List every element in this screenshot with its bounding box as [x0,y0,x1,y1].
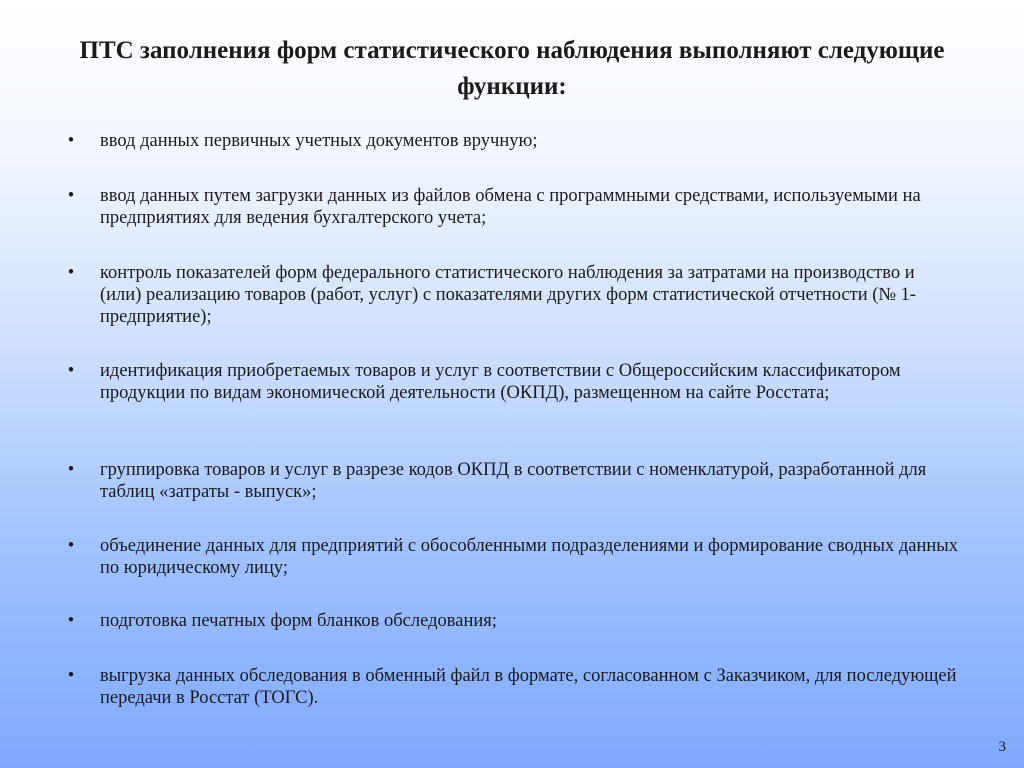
bullet-dot-icon: • [67,666,75,686]
list-item [67,535,960,579]
list-item [67,665,960,709]
list-item-text: объединение данных для предприятий с обособленными подразделениями и формирование сводных данных по юридическому лицу; [100,536,958,578]
list-item [67,360,960,404]
list-item [67,130,960,152]
list-item-text: контроль показателей форм федерального статистического наблюдения за затратами на производство и (или) реализацию товаров (работ, услуг) с показателями других форм статистической отчетности (№ 1-предприятие); [100,263,917,327]
list-item-text: группировка товаров и услуг в разрезе кодов ОКПД в соответствии с номенклатурой, разработанной для таблиц «затраты - выпуск»; [100,460,927,502]
bullet-dot-icon: • [67,263,75,283]
list-item-text: ввод данных путем загрузки данных из файлов обмена с программными средствами, используемыми на предприятиях для ведения бухгалтерского учета; [100,186,921,228]
page-number: 3 [998,739,1006,755]
bullet-dot-icon: • [67,460,75,480]
bullet-dot-icon: • [67,361,75,381]
list-item [67,610,960,632]
bullet-dot-icon: • [67,131,75,151]
bullet-dot-icon: • [67,611,75,631]
list-item [67,185,960,229]
bullet-dot-icon: • [67,186,75,206]
list-item-text: идентификация приобретаемых товаров и услуг в соответствии с Общероссийским классификатором продукции по видам экономической деятельности (ОКПД), размещенном на сайте Росстата; [100,361,901,403]
bullet-dot-icon: • [67,536,75,556]
list-item [67,459,960,503]
list-item-text: подготовка печатных форм бланков обследования; [100,611,497,631]
list-item-text: выгрузка данных обследования в обменный файл в формате, согласованном с Заказчиком, для последующей передачи в Росстат (ТОГС). [100,666,957,708]
list-item [67,262,960,328]
slide-title: ПТС заполнения форм статистического наблюдения выполняют следующие функции: [79,37,945,100]
list-item-text: ввод данных первичных учетных документов вручную; [100,131,538,151]
